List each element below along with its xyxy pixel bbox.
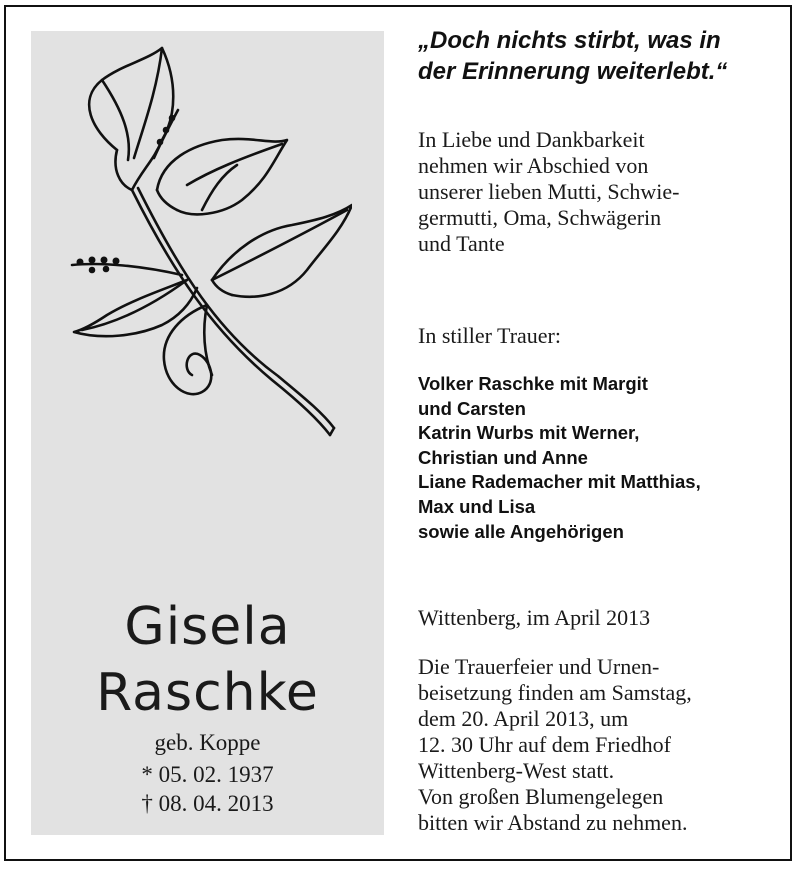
intro-text bbox=[418, 127, 752, 257]
calla-lily-illustration bbox=[62, 40, 352, 440]
family-list bbox=[418, 372, 778, 544]
family-line: Christian und Anne bbox=[418, 446, 588, 468]
family-line: Volker Raschke mit Margit bbox=[418, 373, 648, 394]
intro-line: germutti, Oma, Schwägerin bbox=[418, 205, 662, 230]
death-date: † 08. 04. 2013 bbox=[141, 791, 274, 816]
info-line: dem 20. April 2013, um bbox=[418, 706, 629, 731]
family-line: Max und Lisa bbox=[418, 495, 536, 517]
deceased-first-name: Gisela bbox=[124, 597, 291, 657]
info-line: Wittenberg-West statt. bbox=[418, 758, 615, 783]
info-line: Von großen Blumengelegen bbox=[418, 784, 664, 809]
place-date: Wittenberg, im April 2013 bbox=[418, 605, 651, 630]
intro-line: In Liebe und Dankbarkeit bbox=[418, 127, 645, 152]
family-line: Liane Rademacher mit Matthias, bbox=[418, 471, 701, 493]
quote-line: „Doch nichts stirbt, was in bbox=[418, 27, 721, 54]
intro-line: nehmen wir Abschied von bbox=[418, 153, 649, 178]
quote bbox=[418, 25, 778, 87]
intro-line: und Tante bbox=[418, 231, 505, 256]
mourning-label: In stiller Trauer: bbox=[418, 323, 561, 348]
info-line: beisetzung finden am Samstag, bbox=[418, 680, 692, 705]
info-line: bitten wir Abstand zu nehmen. bbox=[418, 810, 688, 835]
family-line: und Carsten bbox=[418, 397, 526, 419]
deceased-last-name: Raschke bbox=[96, 663, 319, 723]
quote-line: der Erinnerung weiterlebt.“ bbox=[418, 58, 728, 85]
family-line: Katrin Wurbs mit Werner, bbox=[418, 422, 640, 444]
info-line: 12. 30 Uhr auf dem Friedhof bbox=[418, 732, 671, 757]
family-line: sowie alle Angehörigen bbox=[418, 520, 624, 542]
info-line: Die Trauerfeier und Urnen- bbox=[418, 654, 660, 679]
intro-line: unserer lieben Mutti, Schwie- bbox=[418, 179, 680, 204]
birth-date: * 05. 02. 1937 bbox=[141, 762, 274, 787]
maiden-name: geb. Koppe bbox=[154, 730, 261, 755]
funeral-info bbox=[418, 654, 752, 836]
